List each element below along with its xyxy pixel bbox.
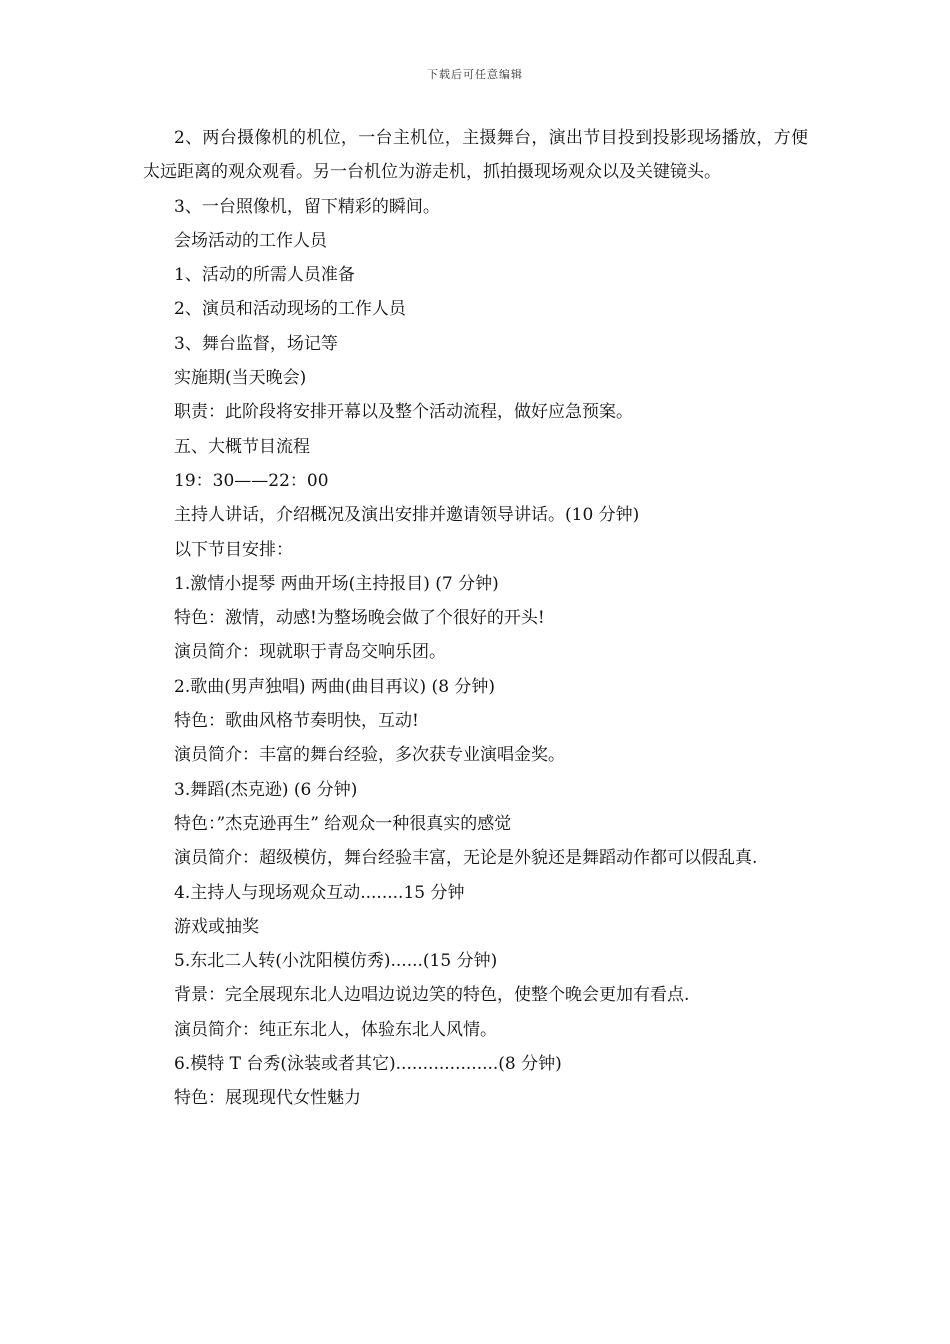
- page-header: 下载后可任意编辑: [427, 68, 523, 81]
- paragraph-host-speech: 主持人讲话，介绍概况及演出安排并邀请领导讲话。(10 分钟): [174, 505, 640, 526]
- paragraph-program-4: 4.主持人与现场观众互动........15 分钟: [174, 882, 465, 903]
- paragraph-program-3-performer: 演员简介：超级模仿，舞台经验丰富，无论是外貌还是舞蹈动作都可以假乱真.: [174, 848, 758, 869]
- paragraph-program-5-performer: 演员简介：纯正东北人，体验东北人风情。: [174, 1019, 497, 1040]
- paragraph-camera-positions: 2、两台摄像机的机位，一台主机位，主摄舞台，演出节目投到投影现场播放，方便太远距离的观众观看。另一台机位为游走机，抓拍摄现场观众以及关键镜头。: [143, 128, 808, 183]
- paragraph-program-1-feature: 特色：激情，动感!为整场晚会做了个很好的开头!: [174, 608, 545, 629]
- paragraph-section-five-heading: 五、大概节目流程: [174, 436, 310, 457]
- paragraph-program-6: 6.模特 T 台秀(泳装或者其它)...................(8 分钟): [174, 1054, 562, 1075]
- paragraph-program-3: 3.舞蹈(杰克逊) (6 分钟): [174, 779, 358, 800]
- paragraph-time-range: 19：30——22：00: [174, 470, 329, 491]
- paragraph-photo-camera: 3、一台照像机，留下精彩的瞬间。: [174, 196, 440, 217]
- paragraph-program-5-background: 背景：完全展现东北人边唱边说边笑的特色，使整个晚会更加有看点.: [174, 985, 690, 1006]
- paragraph-program-1-performer: 演员简介：现就职于青岛交响乐团。: [174, 642, 446, 663]
- paragraph-staff-2: 2、演员和活动现场的工作人员: [174, 299, 406, 320]
- paragraph-staff-3: 3、舞台监督，场记等: [174, 333, 338, 354]
- paragraph-staff-heading: 会场活动的工作人员: [174, 230, 327, 251]
- paragraph-program-5: 5.东北二人转(小沈阳模仿秀)......(15 分钟): [174, 951, 498, 972]
- paragraph-program-2-feature: 特色：歌曲风格节奏明快，互动!: [174, 711, 419, 732]
- paragraph-program-2-performer: 演员简介：丰富的舞台经验，多次获专业演唱金奖。: [174, 745, 565, 766]
- paragraph-program-intro: 以下节目安排：: [174, 539, 293, 560]
- paragraph-program-4-detail: 游戏或抽奖: [174, 916, 259, 937]
- paragraph-implementation-heading: 实施期(当天晚会): [174, 368, 307, 389]
- paragraph-staff-1: 1、活动的所需人员准备: [174, 265, 355, 286]
- paragraph-program-1: 1.激情小提琴 两曲开场(主持报目) (7 分钟): [174, 573, 499, 594]
- paragraph-program-6-feature: 特色：展现现代女性魅力: [174, 1088, 361, 1109]
- paragraph-program-3-feature: 特色：”杰克逊再生” 给观众一种很真实的感觉: [174, 813, 512, 834]
- paragraph-duties: 职责：此阶段将安排开幕以及整个活动流程，做好应急预案。: [174, 402, 633, 423]
- document-body: [143, 121, 808, 1116]
- paragraph-program-2: 2.歌曲(男声独唱) 两曲(曲目再议) (8 分钟): [174, 676, 496, 697]
